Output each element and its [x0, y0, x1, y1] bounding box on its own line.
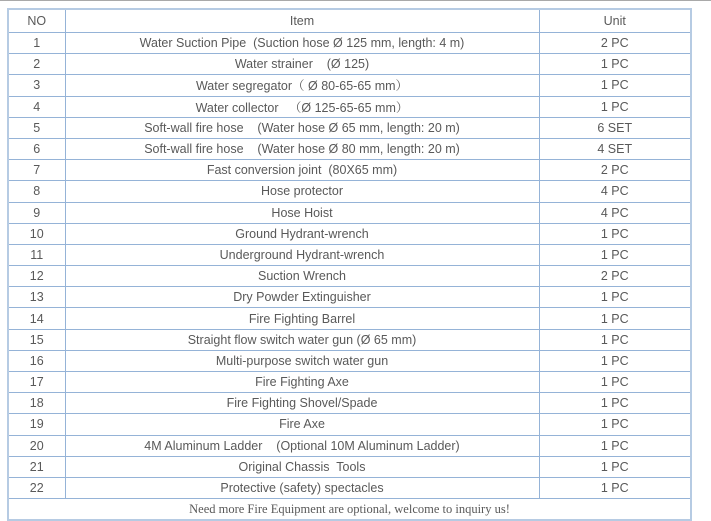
- unit-cell: 1 PC: [539, 96, 691, 117]
- unit-cell: 4 PC: [539, 202, 691, 223]
- table-row: [8, 181, 691, 202]
- item-cell: Hose protector: [65, 181, 539, 202]
- unit-cell: 1 PC: [539, 393, 691, 414]
- no-cell: 19: [8, 414, 65, 435]
- item-cell: Straight flow switch water gun (Ø 65 mm): [65, 329, 539, 350]
- unit-cell: 2 PC: [539, 33, 691, 54]
- item-cell: Underground Hydrant-wrench: [65, 244, 539, 265]
- no-cell: 15: [8, 329, 65, 350]
- no-cell: 4: [8, 96, 65, 117]
- table-row: [8, 477, 691, 498]
- no-cell: 3: [8, 75, 65, 96]
- table-row: [8, 287, 691, 308]
- item-cell: 4M Aluminum Ladder (Optional 10M Aluminum Ladder): [65, 435, 539, 456]
- table-row: [8, 75, 691, 96]
- table-row: [8, 329, 691, 350]
- fire-equipment-table: [7, 8, 692, 521]
- no-cell: 21: [8, 456, 65, 477]
- unit-cell: 2 PC: [539, 266, 691, 287]
- no-cell: 18: [8, 393, 65, 414]
- item-cell: Water segregator（ Ø 80-65-65 mm）: [65, 75, 539, 96]
- unit-cell: 1 PC: [539, 372, 691, 393]
- no-cell: 10: [8, 223, 65, 244]
- item-cell: Fire Fighting Axe: [65, 372, 539, 393]
- no-cell: 14: [8, 308, 65, 329]
- no-cell: 16: [8, 350, 65, 371]
- unit-cell: 6 SET: [539, 117, 691, 138]
- item-cell: Hose Hoist: [65, 202, 539, 223]
- no-cell: 17: [8, 372, 65, 393]
- unit-cell: 1 PC: [539, 75, 691, 96]
- unit-cell: 4 PC: [539, 181, 691, 202]
- header-cell-item: Item: [65, 9, 539, 33]
- table-row: [8, 138, 691, 159]
- no-cell: 9: [8, 202, 65, 223]
- table-row: [8, 33, 691, 54]
- no-cell: 7: [8, 160, 65, 181]
- table-row: [8, 414, 691, 435]
- table-row: [8, 456, 691, 477]
- unit-cell: 2 PC: [539, 160, 691, 181]
- table-row: [8, 244, 691, 265]
- header-row: [8, 9, 691, 33]
- item-cell: Fire Fighting Barrel: [65, 308, 539, 329]
- unit-cell: 4 SET: [539, 138, 691, 159]
- item-cell: Ground Hydrant-wrench: [65, 223, 539, 244]
- header-cell-unit: Unit: [539, 9, 691, 33]
- table-row: [8, 393, 691, 414]
- table-row: [8, 435, 691, 456]
- unit-cell: 1 PC: [539, 54, 691, 75]
- header-cell-no: NO: [8, 9, 65, 33]
- unit-cell: 1 PC: [539, 350, 691, 371]
- table-row: [8, 202, 691, 223]
- top-rule: [0, 0, 711, 1]
- unit-cell: 1 PC: [539, 456, 691, 477]
- no-cell: 22: [8, 477, 65, 498]
- no-cell: 5: [8, 117, 65, 138]
- table-row: [8, 223, 691, 244]
- unit-cell: 1 PC: [539, 287, 691, 308]
- table-row: [8, 96, 691, 117]
- table-row: [8, 266, 691, 287]
- item-cell: Fast conversion joint (80X65 mm): [65, 160, 539, 181]
- item-cell: Fire Axe: [65, 414, 539, 435]
- unit-cell: 1 PC: [539, 435, 691, 456]
- table-row: [8, 372, 691, 393]
- unit-cell: 1 PC: [539, 477, 691, 498]
- unit-cell: 1 PC: [539, 223, 691, 244]
- item-cell: Suction Wrench: [65, 266, 539, 287]
- table-row: [8, 117, 691, 138]
- table-row: [8, 308, 691, 329]
- item-cell: Water Suction Pipe (Suction hose Ø 125 mm, length: 4 m): [65, 33, 539, 54]
- table-row: [8, 54, 691, 75]
- footer-note: Need more Fire Equipment are optional, welcome to inquiry us!: [8, 499, 691, 521]
- item-cell: Water collector （Ø 125-65-65 mm）: [65, 96, 539, 117]
- unit-cell: 1 PC: [539, 308, 691, 329]
- no-cell: 12: [8, 266, 65, 287]
- no-cell: 11: [8, 244, 65, 265]
- no-cell: 6: [8, 138, 65, 159]
- unit-cell: 1 PC: [539, 414, 691, 435]
- no-cell: 8: [8, 181, 65, 202]
- table-row: [8, 350, 691, 371]
- item-cell: Soft-wall fire hose (Water hose Ø 65 mm, length: 20 m): [65, 117, 539, 138]
- item-cell: Protective (safety) spectacles: [65, 477, 539, 498]
- unit-cell: 1 PC: [539, 329, 691, 350]
- no-cell: 1: [8, 33, 65, 54]
- unit-cell: 1 PC: [539, 244, 691, 265]
- item-cell: Multi-purpose switch water gun: [65, 350, 539, 371]
- item-cell: Dry Powder Extinguisher: [65, 287, 539, 308]
- no-cell: 20: [8, 435, 65, 456]
- item-cell: Fire Fighting Shovel/Spade: [65, 393, 539, 414]
- item-cell: Original Chassis Tools: [65, 456, 539, 477]
- item-cell: Water strainer (Ø 125): [65, 54, 539, 75]
- no-cell: 2: [8, 54, 65, 75]
- no-cell: 13: [8, 287, 65, 308]
- table-row: [8, 160, 691, 181]
- item-cell: Soft-wall fire hose (Water hose Ø 80 mm, length: 20 m): [65, 138, 539, 159]
